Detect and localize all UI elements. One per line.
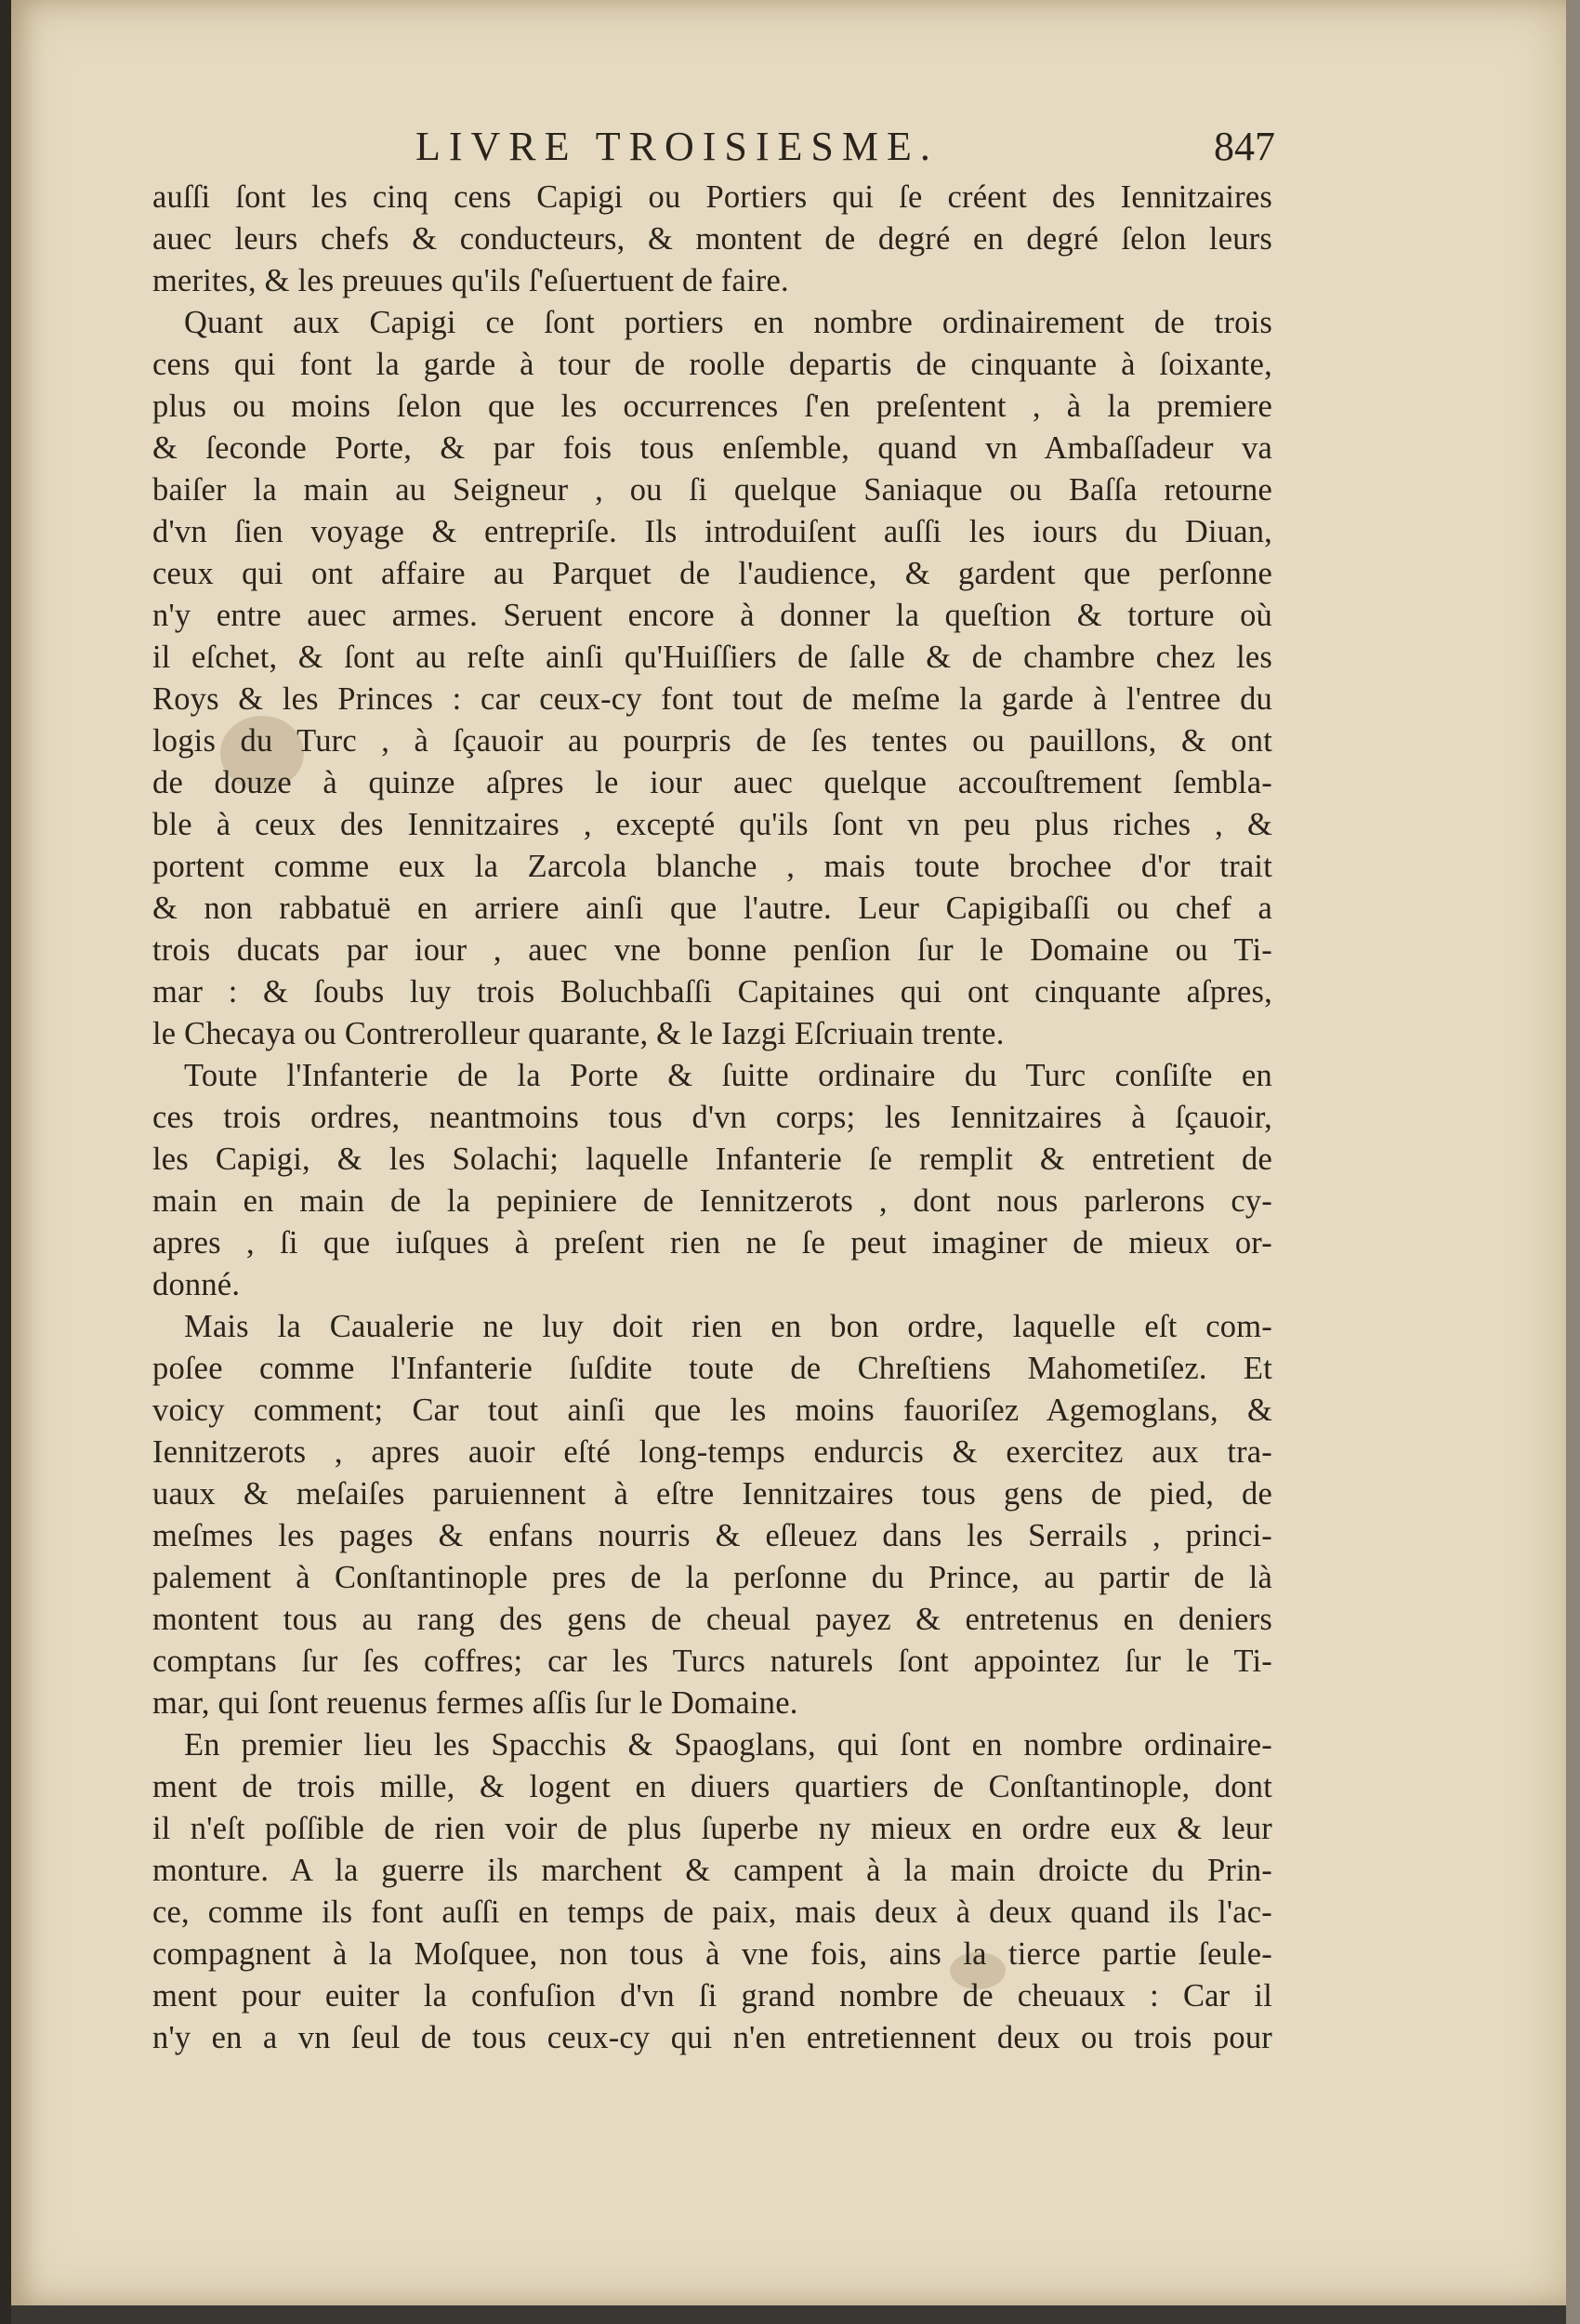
text-line: ment pour euiter la confuſion d'vn ſi grand nombre de cheuaux : Car il bbox=[152, 1978, 1272, 2014]
text-line: les Capigi, & les Solachi; laquelle Infanterie ſe remplit & entretient de bbox=[152, 1142, 1272, 1177]
text-line: ces trois ordres, neantmoins tous d'vn corps; les Iennitzaires à ſçauoir, bbox=[152, 1100, 1272, 1135]
text-line: palement à Conſtantinople pres de la perſonne du Prince, au partir de là bbox=[152, 1560, 1272, 1595]
text-line: de douze à quinze aſpres le iour auec quelque accouſtrement ſembla- bbox=[152, 765, 1272, 800]
text-line: logis du Turc , à ſçauoir au pourpris de ſes tentes ou pauillons, & ont bbox=[152, 723, 1272, 759]
text-line: ment de trois mille, & logent en diuers quartiers de Conſtantinople, dont bbox=[152, 1769, 1272, 1804]
text-line: & non rabbatuë en arriere ainſi que l'autre. Leur Capigibaſſi ou chef a bbox=[152, 891, 1272, 926]
text-line: merites, & les preuues qu'ils ſ'eſuertuent de faire. bbox=[152, 263, 789, 298]
text-line: cens qui font la garde à tour de roolle departis de cinquante à ſoixante, bbox=[152, 347, 1272, 382]
text-line: n'y en a vn ſeul de tous ceux-cy qui n'en entretiennent deux ou trois pour bbox=[152, 2020, 1272, 2055]
text-line: le Checaya ou Contrerolleur quarante, & le Iazgi Eſcriuain trente. bbox=[152, 1016, 1005, 1051]
scan-right-border bbox=[1566, 0, 1580, 2324]
text-line: poſee comme l'Infanterie ſuſdite toute de Chreſtiens Mahometiſez. Et bbox=[152, 1351, 1272, 1386]
text-line: d'vn ſien voyage & entrepriſe. Ils introduiſent auſſi les iours du Diuan, bbox=[152, 514, 1272, 549]
book-page bbox=[11, 0, 1566, 2305]
scan-left-border bbox=[0, 0, 11, 2324]
text-line: Roys & les Princes : car ceux-cy font tout de meſme la garde à l'entree du bbox=[152, 681, 1272, 717]
text-line: donné. bbox=[152, 1267, 241, 1302]
text-line: Toute l'Infanterie de la Porte & ſuitte ordinaire du Turc conſiſte en bbox=[184, 1058, 1272, 1093]
page-number: 847 bbox=[1214, 124, 1275, 169]
text-line: ceux qui ont affaire au Parquet de l'audience, & gardent que perſonne bbox=[152, 556, 1272, 591]
text-line: apres , ſi que iuſques à preſent rien ne ſe peut imaginer de mieux or- bbox=[152, 1225, 1272, 1261]
text-line: monture. A la guerre ils marchent & campent à la main droicte du Prin- bbox=[152, 1853, 1272, 1888]
text-line: trois ducats par iour , auec vne bonne penſion ſur le Domaine ou Ti- bbox=[152, 932, 1272, 968]
text-line: baiſer la main au Seigneur , ou ſi quelque Saniaque ou Baſſa retourne bbox=[152, 472, 1272, 508]
text-line: & ſeconde Porte, & par fois tous enſemble, quand vn Ambaſſadeur va bbox=[152, 430, 1272, 466]
text-line: main en main de la pepiniere de Iennitzerots , dont nous parlerons cy- bbox=[152, 1183, 1272, 1219]
running-head bbox=[146, 119, 1275, 175]
text-line: auec leurs chefs & conducteurs, & montent de degré en degré ſelon leurs bbox=[152, 221, 1272, 257]
text-line: Mais la Caualerie ne luy doit rien en bon ordre, laquelle eſt com- bbox=[184, 1309, 1272, 1344]
text-line: mar : & ſoubs luy trois Boluchbaſſi Capitaines qui ont cinquante aſpres, bbox=[152, 974, 1272, 1010]
text-line: meſmes les pages & enfans nourris & eſleuez dans les Serrails , princi- bbox=[152, 1518, 1272, 1553]
book-title: LIVRE TROISIESME. bbox=[415, 124, 939, 169]
text-line: uaux & meſaiſes paruiennent à eſtre Iennitzaires tous gens de pied, de bbox=[152, 1476, 1272, 1512]
text-line: Iennitzerots , apres auoir eſté long-temps endurcis & exercitez aux tra- bbox=[152, 1434, 1272, 1470]
text-line: il n'eſt poſſible de rien voir de plus ſuperbe ny mieux en ordre eux & leur bbox=[152, 1811, 1272, 1846]
text-line: ce, comme ils font auſſi en temps de paix, mais deux à deux quand ils l'ac- bbox=[152, 1895, 1272, 1930]
text-line: voicy comment; Car tout ainſi que les moins fauoriſez Agemoglans, & bbox=[152, 1393, 1272, 1428]
text-line: En premier lieu les Spacchis & Spaoglans, qui ſont en nombre ordinaire- bbox=[184, 1727, 1272, 1763]
body-text bbox=[152, 177, 1272, 2059]
text-line: il eſchet, & ſont au reſte ainſi qu'Huiſſiers de ſalle & de chambre chez les bbox=[152, 640, 1272, 675]
text-line: portent comme eux la Zarcola blanche , mais toute brochee d'or trait bbox=[152, 849, 1272, 884]
text-line: mar, qui ſont reuenus fermes aſſis ſur le Domaine. bbox=[152, 1685, 798, 1721]
text-line: montent tous au rang des gens de cheual payez & entretenus en deniers bbox=[152, 1602, 1272, 1637]
text-line: Quant aux Capigi ce ſont portiers en nombre ordinairement de trois bbox=[184, 305, 1272, 340]
text-line: comptans ſur ſes coffres; car les Turcs naturels ſont appointez ſur le Ti- bbox=[152, 1644, 1272, 1679]
text-line: n'y entre auec armes. Seruent encore à donner la queſtion & torture où bbox=[152, 598, 1272, 633]
text-line: compagnent à la Moſquee, non tous à vne fois, ains la tierce partie ſeule- bbox=[152, 1936, 1272, 1972]
text-line: ble à ceux des Iennitzaires , excepté qu'ils ſont vn peu plus riches , & bbox=[152, 807, 1272, 842]
text-line: plus ou moins ſelon que les occurrences ſ'en preſentent , à la premiere bbox=[152, 389, 1272, 424]
text-line: auſſi ſont les cinq cens Capigi ou Portiers qui ſe créent des Iennitzaires bbox=[152, 179, 1272, 215]
